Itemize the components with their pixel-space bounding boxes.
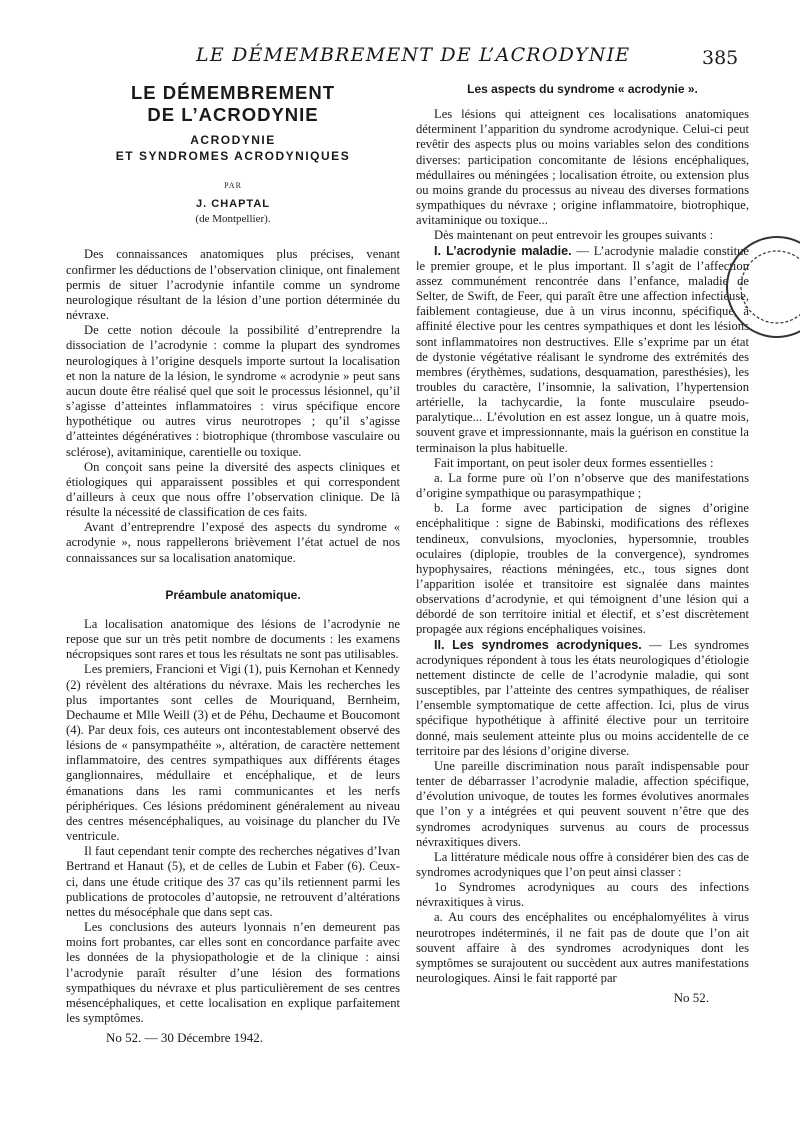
article-title-line2: DE L’ACRODYNIE [147, 104, 319, 125]
paragraph: Avant d’entreprendre l’exposé des aspects du syndrome « acrodynie », nous rappellerons brièvement l’état actuel de nos connaissances sur sa localisation anatomique. [66, 520, 400, 565]
issue-footer: No 52. — 30 Décembre 1942. [106, 1030, 264, 1046]
library-stamp [722, 232, 800, 342]
paragraph: a. Au cours des encéphalites ou encéphalomyélites à virus neurotropes indéterminés, il ne fait pas de doute que l’on ait souvent affaire à des syndromes acrodyniques dont les symptômes se surajoutent ou succèdent aux autres manifestations neurologiques. Ainsi le fait rapporté par [416, 910, 749, 986]
author-name: J. CHAPTAL [196, 198, 270, 211]
paragraph-text: — Les syndromes acrodyniques répondent à tous les états neurologiques d’étiologie nettement distincte de celle de l’acrodynie maladie, qui sont susceptibles, par l’atteinte des centres sympathiques, de réaliser l’ensemble symptomatique de cette affection. Ici, plus de virus spécifique hypothétique à affinité élective pour un territoire donné, mais seulement atteinte plus ou moins accidentelle de ce territoire par des lésions d’origine diverse. [416, 637, 749, 758]
issue-footer: No 52. [673, 990, 709, 1006]
paragraph: b. La forme avec participation de signes d’origine encéphalitique : signe de Babinski, modifications des réflexes tendineux, convulsions, myoclonies, hypersomnie, troubles oculaires (diplopie, troubles de la convergence), syndromes hypophysaires, réactions méningées, etc., tous signes dont l’apparition isolée et transitoire est signalée dans maintes observations d’acrodynie, et qui témoignent d’une lésion qui a débordé de son territoire initial et électif, et s’est discrètement propagée aux régions encéphaliques voisines. [416, 501, 749, 637]
paragraph: La localisation anatomique des lésions de l’acrodynie ne repose que sur un très petit nombre de documents : les examens nécropsiques sont rares et tous les résultats ne sont pas utilisables. [66, 616, 400, 662]
paragraph [416, 638, 749, 759]
paragraph: Les lésions qui atteignent ces localisations anatomiques déterminent l’apparition du syndrome acrodynique. Celui-ci peut revêtir des aspects plus ou moins variables selon des conditions diverses: participation concomitante de lésions encéphaliques, médullaires ou méningées ; localisation étroite, ou extension plus ou moins grande du processus au niveau des diverses formations sympathiques du névraxe ; origine inflammatoire, biotrophique, avitaminique ou toxique... [416, 107, 749, 228]
paragraph: Une pareille discrimination nous paraît indispensable pour tenter de débarrasser l’acrodynie maladie, affection spécifique, d’évolution univoque, de toutes les formes évolutives anormales que l’on y a intégrées et qui peuvent souvent n’être que des syndromes acrodyniques survenus au cours de processus névraxitiques divers. [416, 758, 749, 849]
article-subtitle-line2: ET SYNDROMES ACRODYNIQUES [115, 149, 351, 163]
paragraph: a. La forme pure où l’on n’observe que des manifestations d’origine sympathique ou parasympathique ; [416, 470, 749, 501]
paragraph: Des connaissances anatomiques plus précises, venant confirmer les déductions de l’observation clinique, ont finalement permis de situer l’acrodynie infantile comme un syndrome neurologique résultant de la lésion d’une portion déterminée du névraxe. [66, 247, 400, 323]
paragraph: De cette notion découle la possibilité d’entreprendre la dissociation de l’acrodynie : comme la plupart des syndromes neurologiques à l’origine desquels importe surtout la localisation et non la nature de la lésion, le syndrome « acrodynie » peut sans aucun doute être réalisé quel que soit le processus lésionnel, qu’il s’agisse d’atteintes inflammatoires : virus spécifique encore hypothétique ou autres virus neurotropes ; qu’il s’agisse d’atteintes dégénératives : biotrophique (thrombose vasculaire ou sclérose), avitaminique, carentielle ou toxique. [66, 323, 400, 459]
paragraph-text: — L’acrodynie maladie constitue le premier groupe, et le plus important. Il s’agit de l’affection assez communément rencontrée dans l’enfance, maladie de Selter, de Swift, de Feer, qui paraît être une affection infectieuse, faiblement contagieuse, due à un virus inconnu, spécifique, à affinité élective pour les centres sympathiques et dont les lésions sont inflammatoires non destructives. Elle s’exprime par un état de dystonie végétative réalisant le syndrome des extrémités des membres (érythèmes, sudations, desquamation, paresthésies), les troubles du caractère, l’insomnie, la salivation, l’hypertension artérielle, la tachycardie, la fonte musculaire pseudo-paralytique... L’évolution en est assez longue, un à quatre mois, souvent grave et impressionnante, mais la guérison en constitue la terminaison la plus habituelle. [416, 243, 749, 455]
by-line: PAR [224, 181, 242, 190]
paragraph: On conçoit sans peine la diversité des aspects cliniques et étiologiques qui apparaissent possibles et qui correspondent d’ailleurs à ceux que nous offre l’observation clinique. De là résulte la nécessité de classification de ces faits. [66, 459, 400, 520]
running-header [0, 44, 800, 72]
right-column [416, 82, 749, 1005]
author-affiliation: (de Montpellier). [195, 213, 271, 226]
paragraph: 1o Syndromes acrodyniques au cours des infections névraxitiques à virus. [416, 880, 749, 910]
paragraph: La littérature médicale nous offre à considérer bien des cas de syndromes acrodyniques que l’on peut ainsi classer : [416, 849, 749, 879]
run-in-heading: I. L’acrodynie maladie. [434, 243, 572, 258]
paragraph: Fait important, on peut isoler deux formes essentielles : [434, 455, 714, 470]
article-subtitle-line1: ACRODYNIE [190, 133, 276, 147]
paragraph: Les conclusions des auteurs lyonnais n’en demeurent pas moins fort probantes, car elles sont en concordance parfaite avec les données de la physiopathologie et de la clinique : ainsi l’acrodynie paraît résulter d’une lésion des formations sympathiques du névraxe et plus particulièrement de ses centres mésencéphaliques, et cette localisation en explique parfaitement les symptômes. [66, 920, 400, 1025]
page-number: 385 [702, 47, 739, 69]
running-title: LE DÉMEMBREMENT DE L’ACRODYNIE [196, 44, 631, 66]
paragraph: Les premiers, Francioni et Vigi (1), puis Kernohan et Kennedy (2) révèlent des altérations du névraxe. Mais les recherches les plus importantes sont celles de Mouriquand, Bernheim, Dechaume et Mlle Weill (3) et de Péhu, Dechaume et Boucomont (4). Par deux fois, ces auteurs ont incontestablement observé des lésions de « pansympathéite », altération, de caractère nettement inflammatoire, des centres sympathiques aux différents étages ganglionnaires, médullaire et encéphalique, et de leurs émanations dans les rami communicantes et les nerfs périphériques. Ces lésions prédominent généralement au niveau des centres mésencéphaliques, au voisinage du plancher du IVe ventricule. [66, 662, 400, 844]
paragraph: Dès maintenant on peut entrevoir les groupes suivants : [434, 228, 714, 243]
run-in-heading: II. Les syndromes acrodyniques. [434, 637, 642, 652]
section-heading: Les aspects du syndrome « acrodynie ». [467, 82, 698, 96]
section-heading: Préambule anatomique. [165, 587, 301, 602]
article-title-line1: LE DÉMEMBREMENT [130, 82, 336, 103]
paragraph [416, 244, 749, 456]
paragraph: Il faut cependant tenir compte des recherches négatives d’Ivan Bertrand et Hanaut (5), et de celles de Lubin et Faber (6). Ceux-ci, dans une étude critique des 37 cas qu’ils retiennent parmi les publications de protocoles d’autopsie, ne retrouvent d’altérations nettes du mésocéphale que dans sept cas. [66, 844, 400, 919]
left-column [66, 82, 400, 1045]
